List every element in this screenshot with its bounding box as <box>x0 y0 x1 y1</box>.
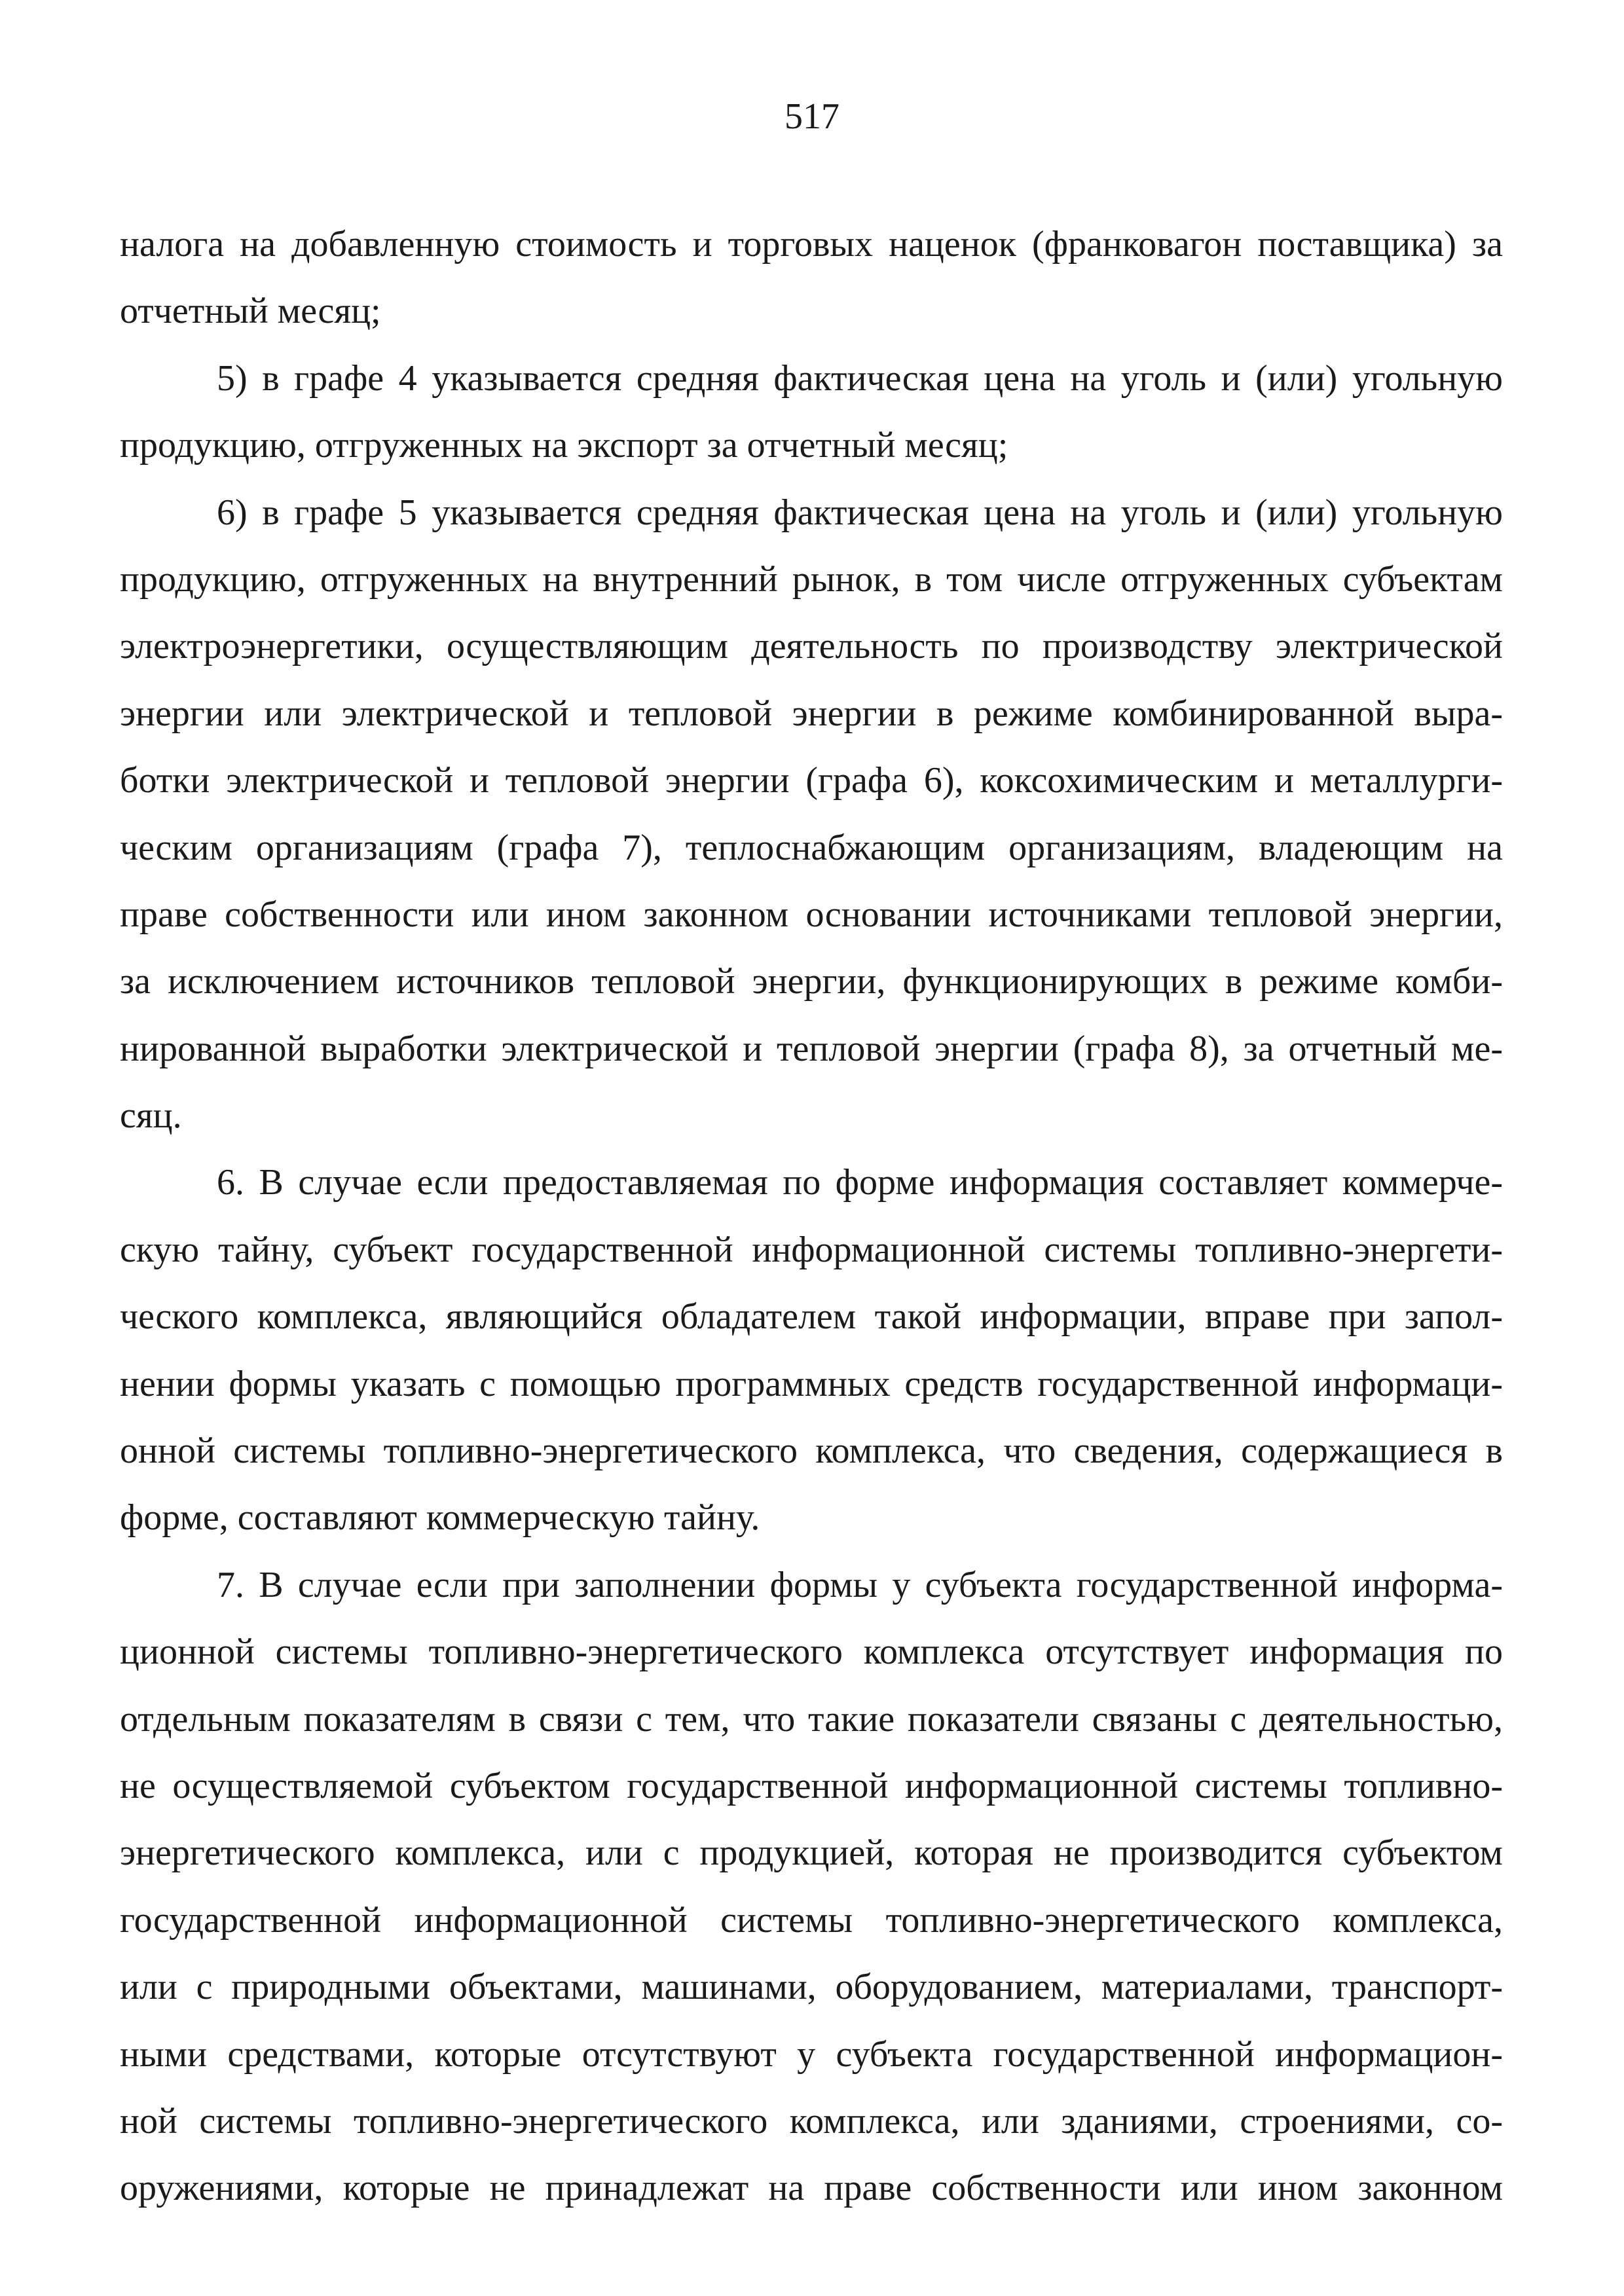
text-line: 6. В случае если предоставляемая по форме информация составляет коммерче- <box>217 1162 1503 1203</box>
text-line: ботки электрической и тепловой энергии (графа 6), коксохимическим и металлурги- <box>120 760 1503 801</box>
document-body <box>120 211 1503 2222</box>
text-line: за исключением источников тепловой энергии, функционирующих в режиме комби- <box>120 961 1503 1002</box>
text-line: оружениями, которые не принадлежат на праве собственности или ином законном <box>120 2168 1503 2209</box>
text-line: нированной выработки электрической и тепловой энергии (графа 8), за отчетный ме- <box>120 1028 1503 1069</box>
text-line: государственной информационной системы топливно-энергетического комплекса, <box>120 1899 1503 1941</box>
text-line: отдельным показателям в связи с тем, что такие показатели связаны с деятельностью, <box>120 1698 1503 1740</box>
page-number: 517 <box>784 96 840 137</box>
text-line: электроэнергетики, осуществляющим деятельность по производству электрической <box>120 626 1503 667</box>
text-line: 5) в графе 4 указывается средняя фактическая цена на уголь и (или) угольную <box>217 357 1503 399</box>
text-line: ческого комплекса, являющийся обладателем такой информации, вправе при запол- <box>120 1296 1503 1338</box>
text-line: праве собственности или ином законном основании источниками тепловой энергии, <box>120 894 1503 935</box>
text-line: 6) в графе 5 указывается средняя фактическая цена на уголь и (или) угольную <box>217 492 1503 533</box>
text-line: налога на добавленную стоимость и торговых наценок (франковагон поставщика) за <box>120 224 1503 264</box>
text-line: не осуществляемой субъектом государственной информационной системы топливно- <box>120 1765 1503 1806</box>
text-line: сяц. <box>120 1095 182 1137</box>
text-line: продукцию, отгруженных на внутренний рынок, в том числе отгруженных субъектам <box>120 558 1503 600</box>
text-line: ческим организациям (графа 7), теплоснабжающим организациям, владеющим на <box>120 827 1503 868</box>
text-line: энергетического комплекса, или с продукцией, которая не производится субъектом <box>120 1832 1503 1874</box>
text-line: энергии или электрической и тепловой энергии в режиме комбинированной выра- <box>120 693 1503 734</box>
text-line: ными средствами, которые отсутствуют у субъекта государственной информацион- <box>120 2033 1503 2075</box>
text-line: ционной системы топливно-энергетического комплекса отсутствует информация по <box>120 1631 1503 1673</box>
text-line: форме, составляют коммерческую тайну. <box>120 1497 760 1539</box>
text-line: продукцию, отгруженных на экспорт за отчетный месяц; <box>120 425 1008 466</box>
text-line: скую тайну, субъект государственной информационной системы топливно-энергети- <box>120 1229 1503 1270</box>
text-line: отчетный месяц; <box>120 291 381 332</box>
text-line: онной системы топливно-энергетического комплекса, что сведения, содержащиеся в <box>120 1430 1503 1472</box>
text-line: 7. В случае если при заполнении формы у субъекта государственной информа- <box>217 1564 1503 1605</box>
text-line: или с природными объектами, машинами, оборудованием, материалами, транспорт- <box>120 1967 1503 2008</box>
text-line: ной системы топливно-энергетического комплекса, или зданиями, строениями, со- <box>120 2100 1503 2141</box>
text-line: нении формы указать с помощью программных средств государственной информаци- <box>120 1363 1503 1404</box>
